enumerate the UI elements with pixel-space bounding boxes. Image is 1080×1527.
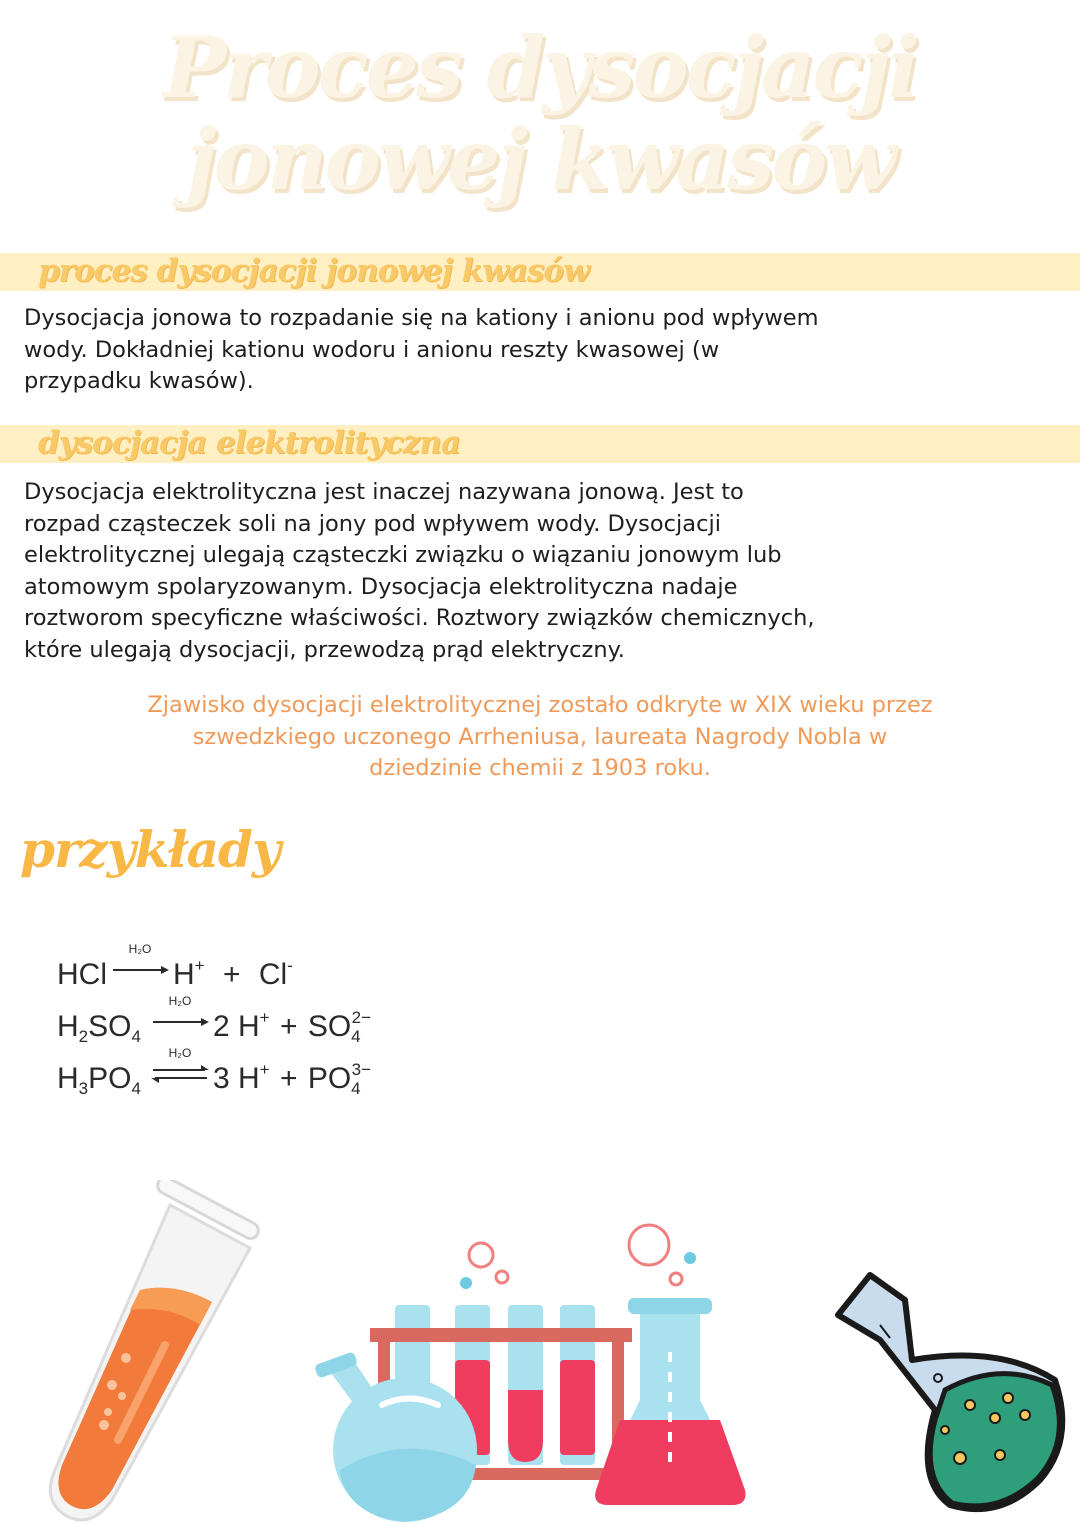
section-2-text: Dysocjacja elektrolityczna jest inaczej nazywana jonową. Jest to rozpad cząsteczek soli na jony pod wpływem wody. Dysocjacji elektrolitycznej ulegają cząsteczki związku o wiązaniu jonowym lub atomowym spolaryzowanym. Dysocjacja elektrolityczna nadaje roztworom specyficzne właściwości. Roztwory związków chemicznych, które ulegają dysocjacji, przewodzą prąd elektryczny. bbox=[24, 479, 815, 663]
reactant-so: SO bbox=[88, 1010, 132, 1043]
equation-h3po4 bbox=[57, 1046, 372, 1098]
arrow-label: H₂O bbox=[168, 1046, 192, 1060]
charge: + bbox=[259, 1060, 270, 1079]
product-2: PO bbox=[307, 1062, 352, 1095]
product-2: Cl bbox=[258, 958, 288, 991]
test-tube-icon bbox=[50, 1180, 261, 1520]
plus-sign: + bbox=[279, 1010, 298, 1043]
equation-hcl bbox=[57, 942, 293, 991]
charge: 3− bbox=[351, 1060, 372, 1079]
page-title: Proces dysocjacji jonowej kwasów bbox=[163, 18, 917, 209]
lab-illustrations bbox=[0, 1180, 1080, 1527]
product-1: 3 H bbox=[212, 1062, 260, 1095]
charge: + bbox=[259, 1008, 270, 1027]
arrhenius-note: Zjawisko dysocjacji elektrolitycznej zostało odkryte w XIX wieku przez szwedzkiego uczonego Arrheniusa, laureata Nagrody Nobla w dziedzinie chemii z 1903 roku. bbox=[147, 692, 933, 781]
section-heading-band-2 bbox=[0, 425, 1080, 463]
product-2: SO bbox=[307, 1010, 352, 1043]
tilted-flask-icon bbox=[838, 1275, 1062, 1509]
charge: + bbox=[194, 956, 205, 975]
subscript: 4 bbox=[351, 1079, 361, 1098]
equation-h2so4 bbox=[57, 994, 372, 1046]
subscript: 4 bbox=[351, 1027, 361, 1046]
product-1: H bbox=[173, 958, 195, 991]
charge: 2− bbox=[351, 1008, 372, 1027]
subscript: 3 bbox=[78, 1079, 89, 1098]
arrow-label: H₂O bbox=[128, 942, 152, 956]
plus-sign: + bbox=[222, 958, 241, 991]
subscript: 4 bbox=[131, 1079, 141, 1098]
examples-heading: przykłady bbox=[20, 820, 281, 879]
section-heading-2: dysocjacja elektrolityczna bbox=[38, 425, 460, 461]
plus-sign: + bbox=[279, 1062, 298, 1095]
charge: - bbox=[287, 956, 293, 975]
reactant-po: PO bbox=[88, 1062, 132, 1095]
product-1: 2 H bbox=[212, 1010, 260, 1043]
reactant-h: H bbox=[57, 1010, 79, 1043]
reactant: HCl bbox=[57, 958, 107, 991]
section-1-text: Dysocjacja jonowa to rozpadanie się na kationy i anionu pod wpływem wody. Dokładniej kationu wodoru i anionu reszty kwasowej (w przypadku kwasów). bbox=[24, 305, 819, 394]
reaction-arrow-icon bbox=[151, 994, 209, 1036]
subscript: 4 bbox=[131, 1027, 141, 1046]
reaction-arrow-icon bbox=[111, 942, 169, 984]
section-heading-1: proces dysocjacji jonowej kwasów bbox=[38, 253, 589, 289]
equilibrium-arrow-icon bbox=[151, 1046, 209, 1088]
arrow-label: H₂O bbox=[168, 994, 192, 1008]
section-heading-band-1 bbox=[0, 253, 1080, 291]
subscript: 2 bbox=[78, 1027, 89, 1046]
reactant-h: H bbox=[57, 1062, 79, 1095]
